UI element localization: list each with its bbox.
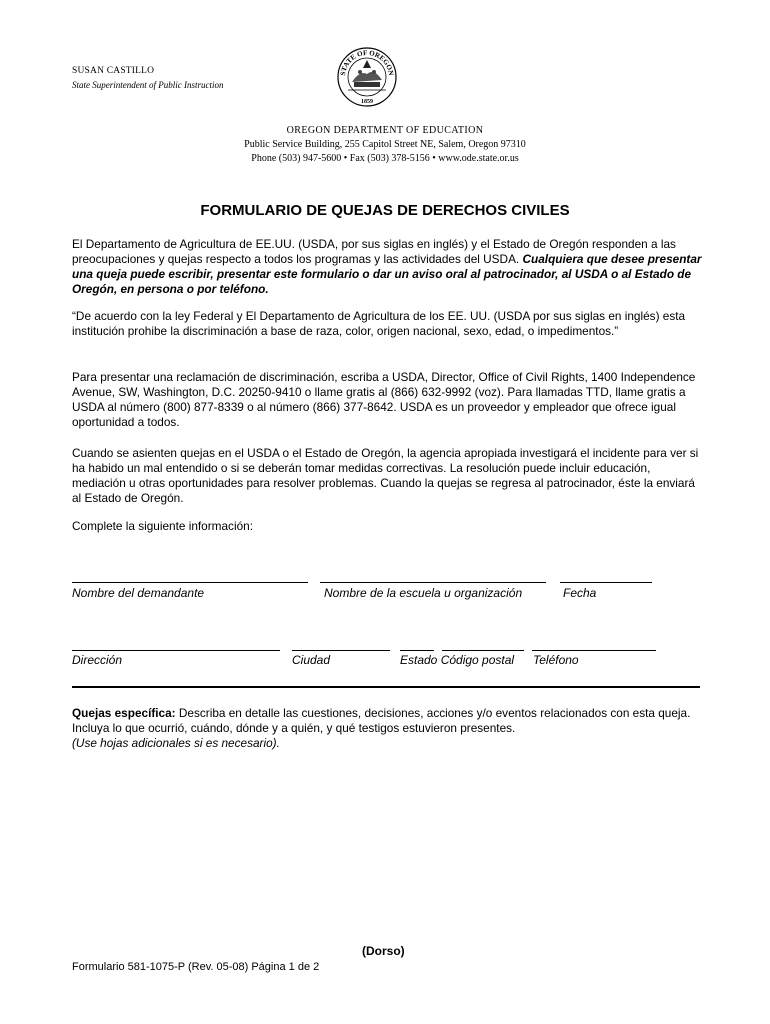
investigation-paragraph: Cuando se asienten quejas en el USDA o el Estado de Oregón, la agencia apropiada investigará el incidente para ver si ha habido un mal entendido o si se deberán tomar medidas correctivas. La resolución puede incluir educación, mediación u otras oportunidades para resolver problemas. Cuando la quejas se regresa al patrocinador, éste la enviará al Estado de Oregón.: [72, 446, 699, 505]
zip-line[interactable]: [442, 650, 524, 651]
intro-paragraph: [72, 237, 702, 297]
date-label: Fecha: [563, 586, 597, 600]
nondiscrimination-statement: “De acuerdo con la ley Federal y El Departamento de Agricultura de los EE. UU. (USDA por sus siglas en inglés) esta institución prohibe la discriminación a base de raza, color, origen nacional, sexo, edad, o impedimentos.”: [72, 309, 686, 338]
phone-label: Teléfono: [533, 653, 579, 667]
form-title: FORMULARIO DE QUEJAS DE DERECHOS CIVILES: [200, 202, 570, 219]
date-line[interactable]: [560, 582, 652, 583]
complainant-name-line[interactable]: [72, 582, 308, 583]
department-address: Public Service Building, 255 Capitol Street NE, Salem, Oregon 97310: [244, 139, 526, 150]
intro-text: El Departamento de Agricultura de EE.UU. (USDA, por sus siglas en inglés) y el Estado de Oregón responden a las preocupaciones y quejas respecto a todos los programas y las actividades del USDA.: [72, 237, 676, 266]
address-label: Dirección: [72, 653, 123, 667]
complete-info-prompt: Complete la siguiente información:: [72, 519, 253, 533]
complaint-section: [72, 706, 702, 751]
seal-year-text: 1859: [361, 99, 373, 105]
state-line[interactable]: [400, 650, 434, 651]
school-org-line[interactable]: [320, 582, 546, 583]
department-contact: Phone (503) 947-5600 • Fax (503) 378-5156 • www.ode.state.or.us: [251, 153, 519, 164]
complaint-instructions: Para presentar una reclamación de discriminación, escriba a USDA, Director, Office of Civil Rights, 1400 Independence Avenue, SW, Washington, D.C. 20250-9410 o llame gratis al (866) 632-9992 (voz). Para llamadas TTD, llame gratis a USDA al número (800) 877-8339 o al número (866) 377-8642. USDA es un proveedor y empleador que ofrece igual oportunidad a todos.: [72, 370, 696, 429]
school-org-label: Nombre de la escuela u organización: [324, 586, 523, 600]
phone-line[interactable]: [532, 650, 656, 651]
city-line[interactable]: [292, 650, 390, 651]
official-name: SUSAN CASTILLO: [72, 66, 155, 76]
dorso-label: (Dorso): [362, 944, 405, 958]
complainant-name-label: Nombre del demandante: [72, 586, 205, 600]
oregon-state-seal-icon: [336, 46, 402, 108]
address-line[interactable]: [72, 650, 280, 651]
city-label: Ciudad: [292, 653, 331, 667]
state-zip-label: Estado Código postal: [400, 653, 515, 667]
complaint-instructions-text: Describa en detalle las cuestiones, decisiones, acciones y/o eventos relacionados con esta queja. Incluya lo que ocurrió, cuándo, dónde y a quién, y qué testigos estuvieron presentes.: [72, 706, 691, 735]
department-name: OREGON DEPARTMENT OF EDUCATION: [286, 125, 484, 136]
complaint-label: Quejas específica:: [72, 706, 176, 720]
seal-top-text: STATE OF OREGON: [339, 48, 396, 77]
section-divider: [72, 686, 700, 688]
complaint-note: (Use hojas adicionales si es necesario).: [72, 736, 280, 750]
form-number: Formulario 581-1075-P (Rev. 05-08) Página 1 de 2: [72, 961, 320, 973]
intro-emphasis: Cualquiera que desee presentar una queja puede escribir, presentar este formulario o dar un aviso oral al patrocinador, al USDA o al Estado de Oregón, en persona o por teléfono.: [72, 252, 702, 296]
official-title: State Superintendent of Public Instruction: [72, 80, 224, 90]
